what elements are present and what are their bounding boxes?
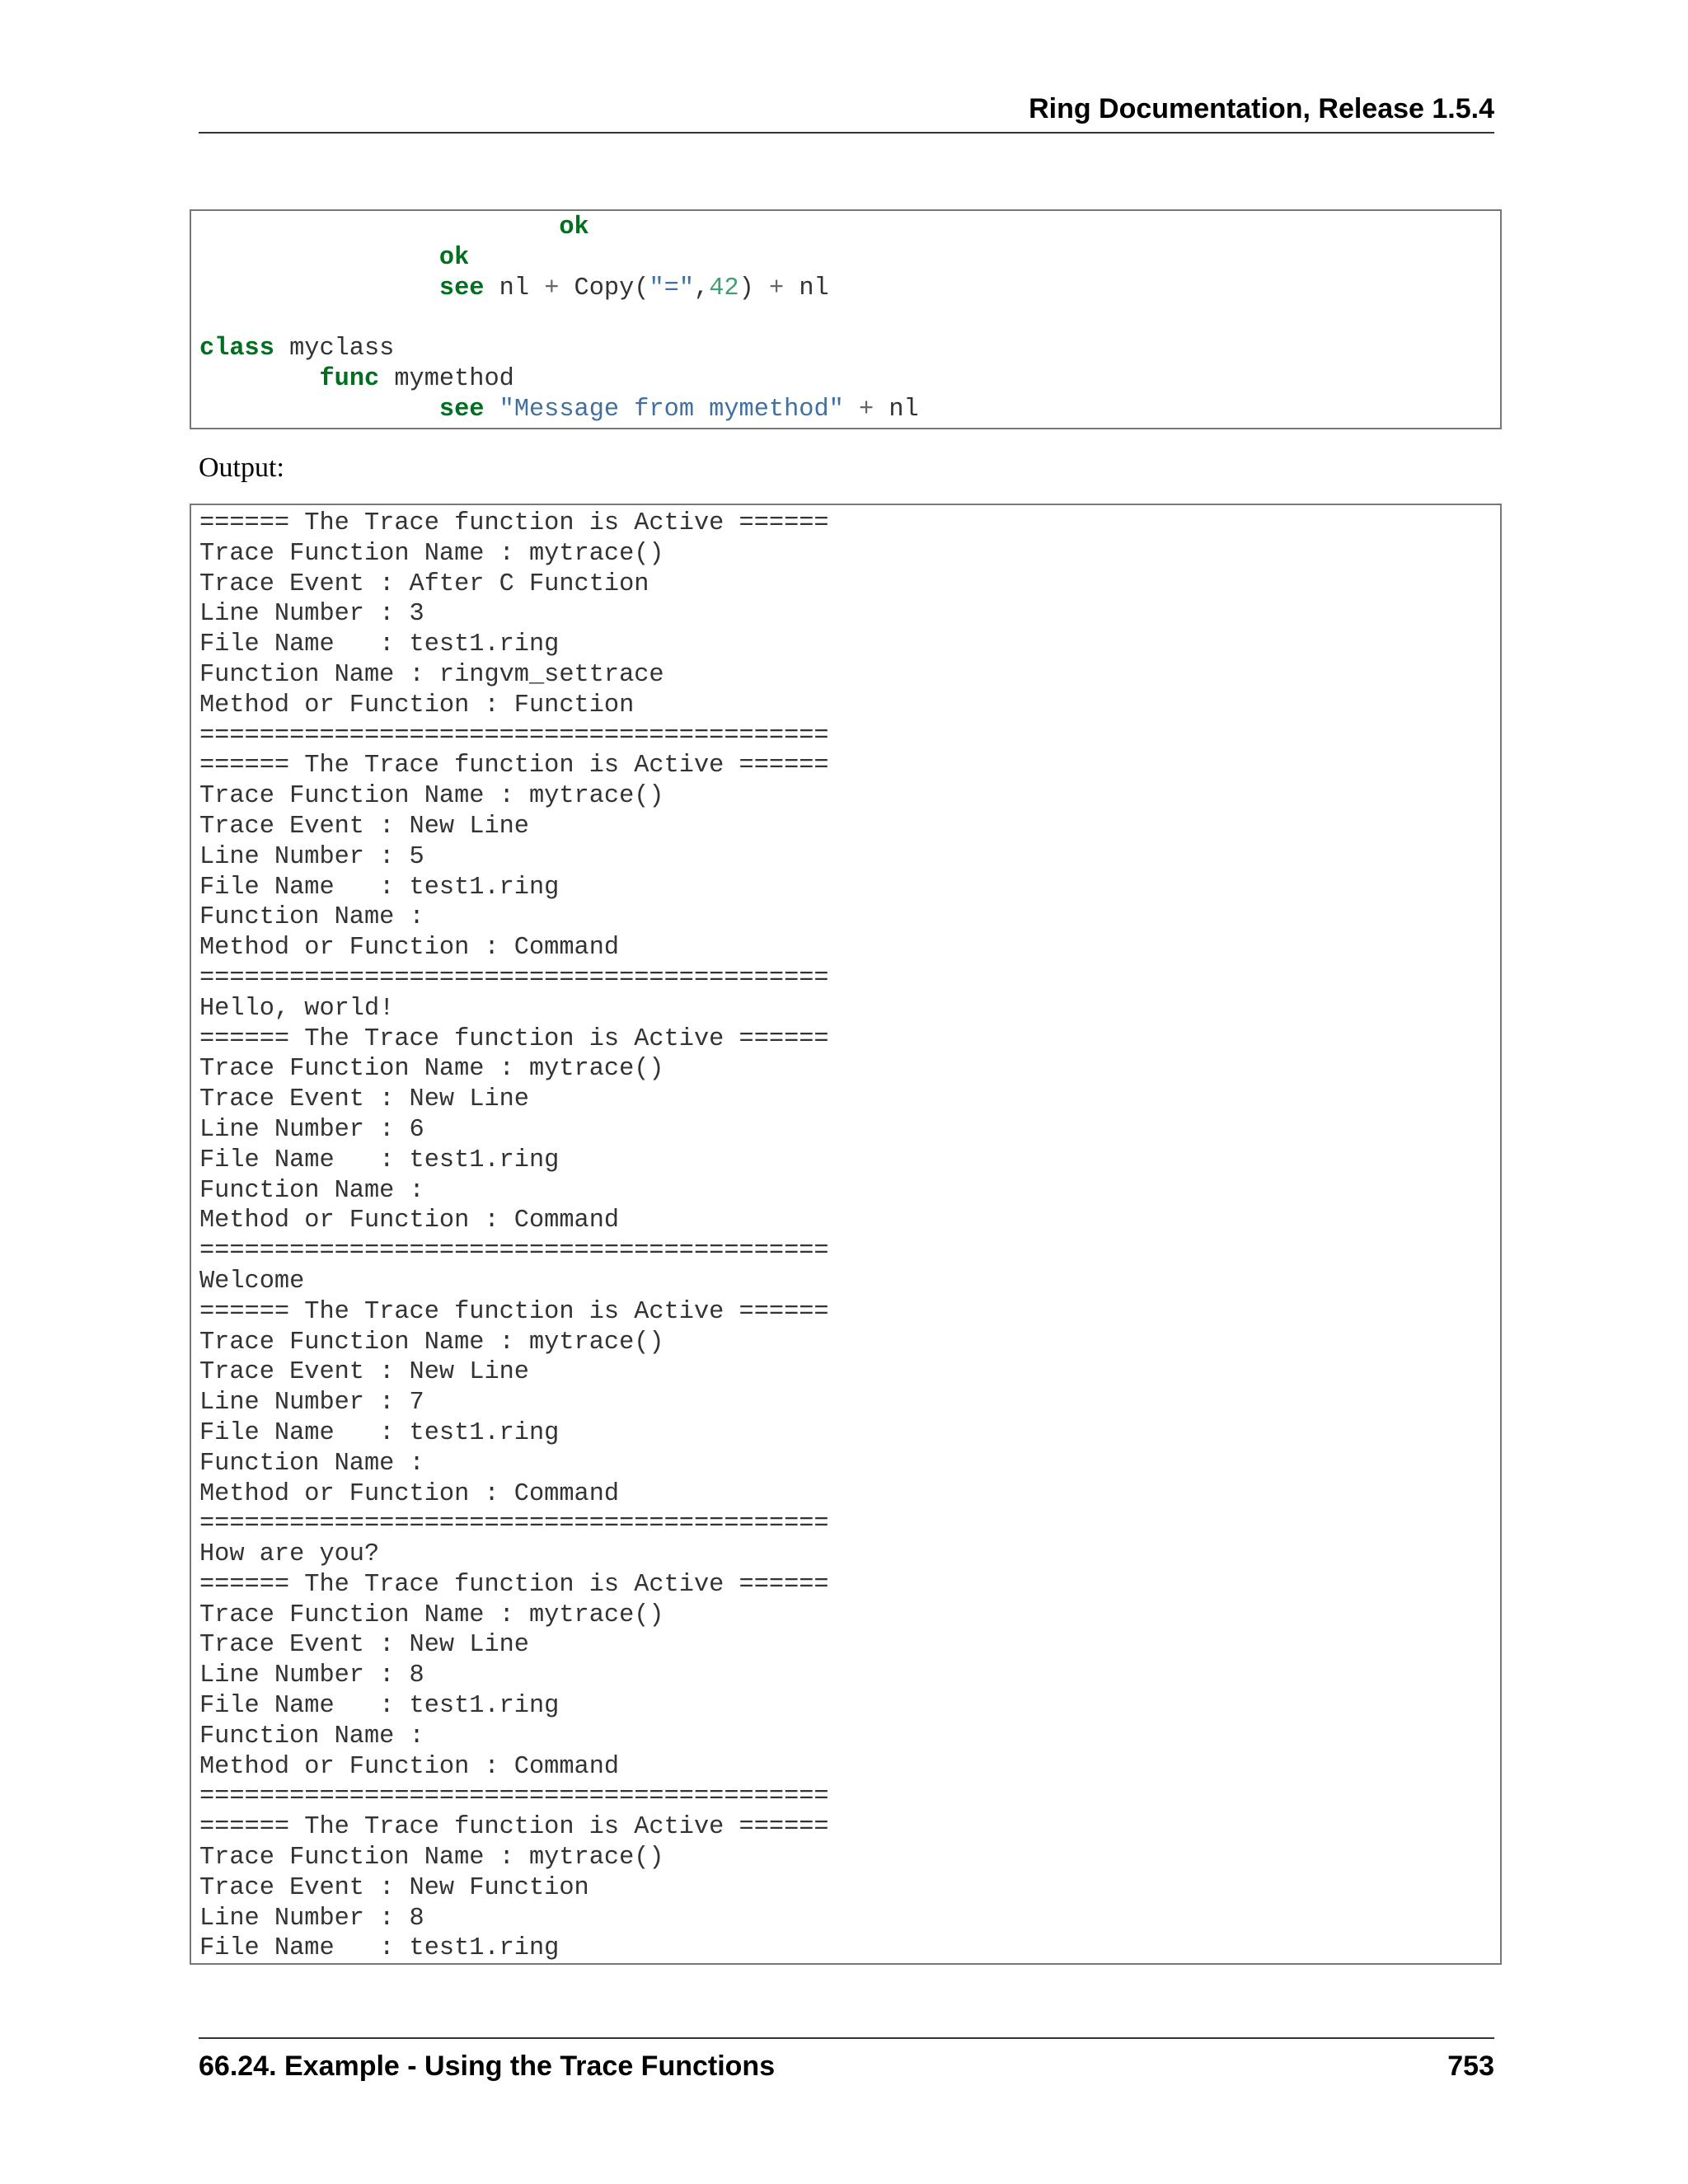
- output-line: Method or Function : Command: [199, 1479, 620, 1508]
- section-title: 66.24. Example - Using the Trace Functions: [199, 2050, 776, 2082]
- output-line: Trace Event : After C Function: [199, 569, 649, 598]
- code-token: [199, 365, 319, 393]
- page-header: [199, 89, 1494, 134]
- source-code: [191, 211, 1500, 425]
- code-block-source: [190, 209, 1502, 429]
- output-line: Trace Function Name : mytrace(): [199, 1328, 664, 1357]
- page-number: 753: [1447, 2050, 1494, 2082]
- code-line: [199, 365, 514, 393]
- output-line: ==========================================: [199, 1783, 829, 1811]
- output-line: ==========================================: [199, 1237, 829, 1266]
- document-title: Ring Documentation, Release 1.5.4: [1029, 93, 1494, 124]
- code-token: Copy(: [559, 274, 649, 302]
- code-token: see: [438, 274, 485, 302]
- output-line: Function Name : ringvm_settrace: [199, 660, 664, 689]
- code-token: [844, 396, 859, 424]
- output-line: Line Number : 3: [199, 600, 424, 629]
- code-token: ok: [559, 213, 589, 241]
- output-line: File Name : test1.ring: [199, 630, 560, 659]
- code-token: see: [438, 395, 485, 424]
- output-line: ====== The Trace function is Active ======: [199, 509, 829, 537]
- output-line: File Name : test1.ring: [199, 1934, 560, 1963]
- code-token: +: [768, 274, 785, 302]
- output-line: Method or Function : Command: [199, 1752, 620, 1781]
- output-line: Trace Event : New Function: [199, 1873, 589, 1902]
- code-token: nl: [874, 395, 919, 424]
- code-token: [199, 244, 439, 272]
- code-token: [199, 274, 439, 302]
- output-line: Trace Function Name : mytrace(): [199, 782, 664, 811]
- output-line: Function Name :: [199, 1722, 424, 1750]
- output-line: Method or Function : Function: [199, 691, 635, 719]
- code-token: nl: [784, 274, 829, 302]
- output-line: File Name : test1.ring: [199, 1146, 560, 1174]
- code-line: [199, 335, 394, 363]
- output-line: Line Number : 8: [199, 1904, 424, 1933]
- output-line: Method or Function : Command: [199, 934, 620, 963]
- code-token: ok: [438, 243, 470, 272]
- output-line: File Name : test1.ring: [199, 1418, 560, 1447]
- output-line: ====== The Trace function is Active ======: [199, 752, 829, 780]
- output-label: Output:: [199, 452, 284, 483]
- code-token: +: [859, 395, 874, 424]
- output-line: ====== The Trace function is Active ======: [199, 1024, 829, 1053]
- code-line: [199, 244, 469, 272]
- output-line: Line Number : 5: [199, 842, 424, 871]
- code-token: "=": [649, 274, 695, 302]
- code-token: ,: [694, 274, 710, 302]
- output-line: Line Number : 8: [199, 1661, 424, 1690]
- code-token: myclass: [274, 335, 395, 363]
- output-line: Method or Function : Command: [199, 1207, 620, 1235]
- output-line: ====== The Trace function is Active ======: [199, 1813, 829, 1842]
- output-line: File Name : test1.ring: [199, 873, 560, 902]
- output-line: ==========================================: [199, 963, 829, 992]
- output-line: ====== The Trace function is Active ======: [199, 1570, 829, 1599]
- code-token: +: [544, 274, 560, 302]
- code-line: [199, 213, 589, 241]
- code-line: [199, 274, 829, 302]
- code-token: 42: [709, 274, 739, 302]
- output-line: ====== The Trace function is Active ======: [199, 1297, 829, 1326]
- output-line: Trace Function Name : mytrace(): [199, 1844, 664, 1872]
- output-line: Trace Event : New Line: [199, 1085, 529, 1114]
- output-line: Trace Event : New Line: [199, 1631, 529, 1660]
- program-output: [191, 505, 1500, 1964]
- output-line: Function Name :: [199, 1449, 424, 1478]
- code-token: ): [738, 274, 769, 302]
- output-line: How are you?: [199, 1540, 380, 1569]
- code-line: [199, 396, 919, 424]
- code-token: [199, 213, 559, 241]
- code-token: class: [199, 335, 274, 363]
- code-token: [484, 396, 499, 424]
- output-line: Trace Event : New Line: [199, 1358, 529, 1387]
- output-line: Trace Function Name : mytrace(): [199, 539, 664, 568]
- code-token: [199, 396, 439, 424]
- output-line: Trace Function Name : mytrace(): [199, 1055, 664, 1084]
- output-line: Line Number : 7: [199, 1389, 424, 1418]
- output-line: Hello, world!: [199, 994, 395, 1023]
- code-token: func: [319, 364, 380, 393]
- output-line: Trace Function Name : mytrace(): [199, 1601, 664, 1629]
- output-line: Line Number : 6: [199, 1115, 424, 1144]
- output-line: ==========================================: [199, 721, 829, 750]
- code-block-output: [190, 504, 1502, 1965]
- output-line: Function Name :: [199, 903, 424, 932]
- output-line: Function Name :: [199, 1176, 424, 1205]
- output-line: ==========================================: [199, 1510, 829, 1539]
- code-token: mymethod: [379, 364, 514, 393]
- code-token: nl: [484, 274, 545, 302]
- output-line: File Name : test1.ring: [199, 1692, 560, 1721]
- output-line: Welcome: [199, 1267, 305, 1296]
- code-token: "Message from mymethod": [499, 395, 844, 424]
- page-footer: [199, 2037, 1494, 2088]
- output-line: Trace Event : New Line: [199, 812, 529, 841]
